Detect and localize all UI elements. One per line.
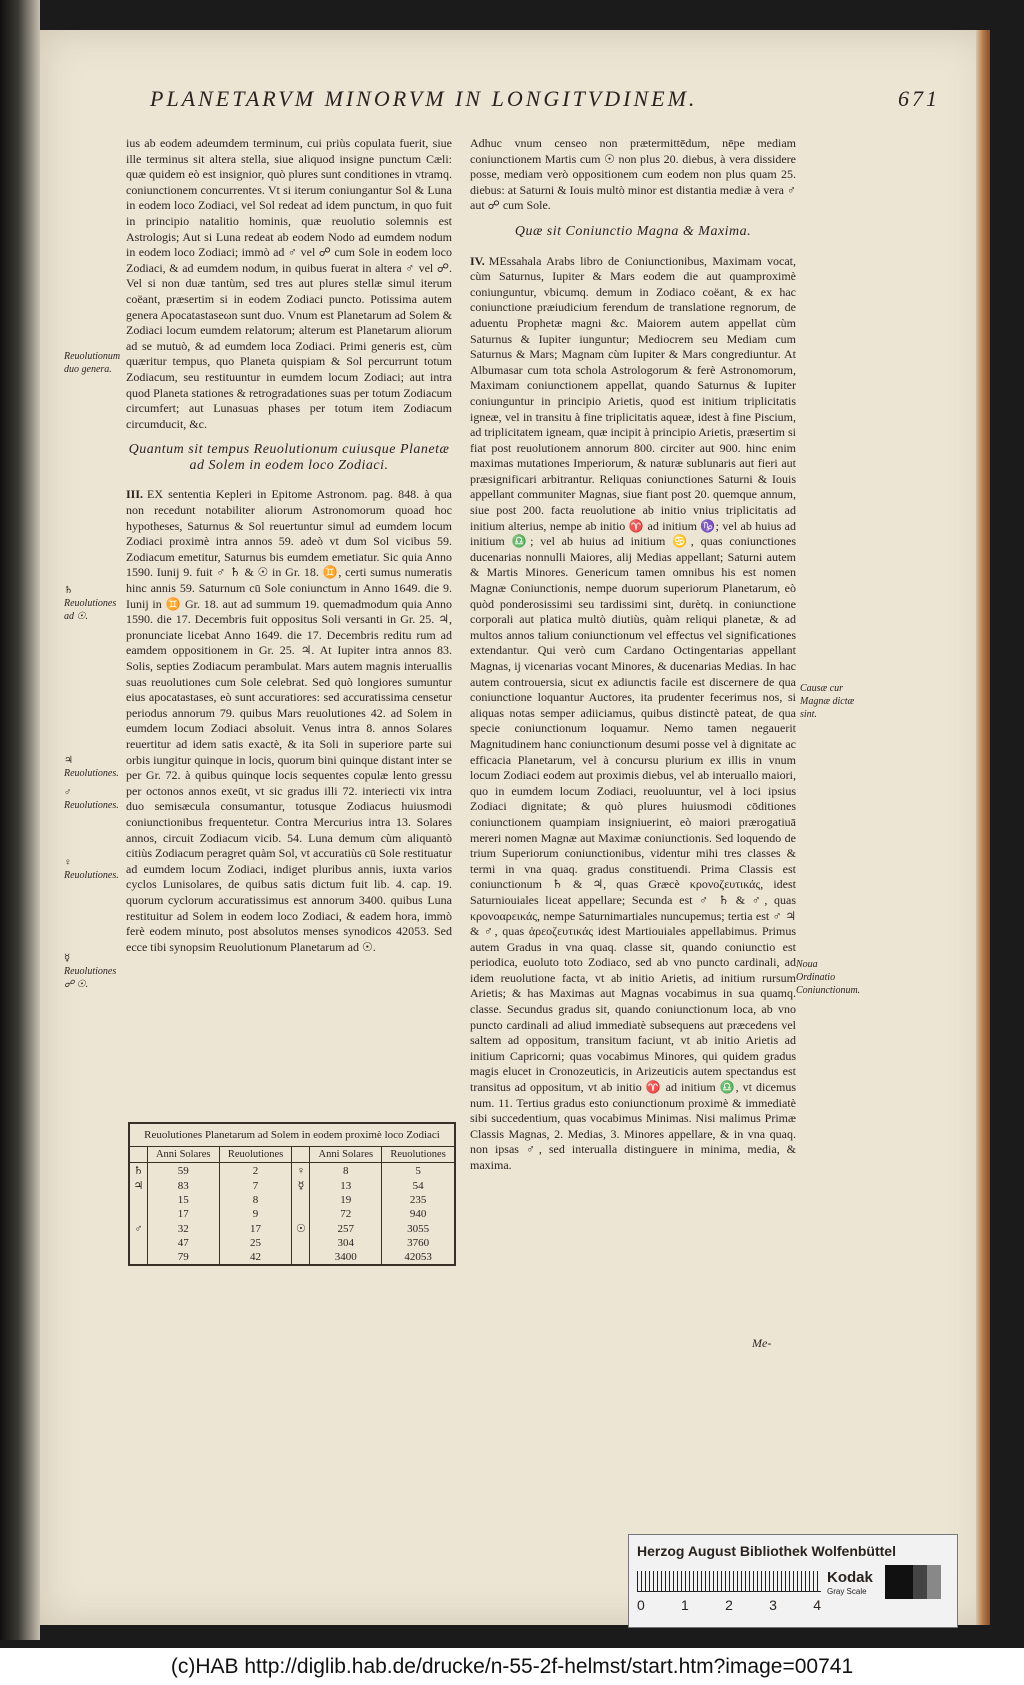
header-title: PLANETARVM MINORVM IN LONGITVDINEM. <box>150 86 698 111</box>
margin-note-3: ♃ Reuolutiones. <box>64 755 119 779</box>
table-cell: 13 <box>310 1178 382 1193</box>
ruler-number: 4 <box>813 1597 821 1613</box>
table-cell: ♃ <box>133 1180 144 1192</box>
table-cell: 304 <box>310 1236 382 1250</box>
section-3-text: EX sententia Kepleri in Epitome Astronom. pag. 848. à qua non recedunt notabiliter aliorum Astronomorum quoad hoc hypotheses, Saturnus & Sol reuertuntur simul ad eumdem locum Zodiaci proximè intra annos 59. adeò vt dum Sol vicibus 59. Zodiacum emetitur, Saturnus bis eumdem emetiatur. Sic quia Anno 1590. Iunij 9. fuit ♂ ♄ & ☉ in Gr. 18. ♊, certi sumus numeratis hinc annis 59. Saturnum cū Sole coniunctum in Anno 1649. die 9. Iunij in ♊ Gr. 18. aut ad summum 19. quemadmodum quia Anno 1590. die 17. Decembris fuit oppositus Soli versanti in Gr. 25. ♃, pronunciate licebat Anno 1649. die 17. Decembris reditu rum ad eamdem oppositionem in Gr. 25. ♃. At Iupiter intra annos 83. Solis, septies Zodiacum perambulat. Mars autem magnis interuallis suas reuolutiones cum Sole celebrat. Sed quò longiores sumuntur eius apocatastases, eò sunt accuratiores: sed accuratissima censetur periodus annorum 79. quibus Mars reuolutiones 42. ad Solem in eumdem locum Zodiaci absoluit. Venus intra 8. annos Solares reuertitur ad idem satis exactè, & ita Soli in superiore parte sui orbis iungitur quinque in locis, quorum bini quinque distant inter se per Gr. 72. à quibus quinque locis sequentes copulæ lento gressu per octonos annos exeūt, vt sic gradus illi 72. interiecti vix intra duo semisæcula consumantur, totusque Zodiacus huiusmodi coniunctionibus frequentetur. Contra Mercurius intra 13. Solares annos, circuit Zodiacum vicib. 54. Luna demum cùm aliquantò citiùs Zodiacum peragret quàm Sol, vt accuratiùs cū Sole restituatur ad eumdem locum Zodiaci, indiget pluribus annis, iuxta varios cyclos Lunisolares, de quibus satis dictum fuit lib. 4. cap. 19. quorum cyclorum accuratissimus est annorum 3400. quibus Luna restituitur ad Solem in eodem loco Zodiaci, & eadem hora, immò ferè eodem minuto, post absolutos menses synodicos 42053. Sed ecce tibi synopsim Reuolutionum Planetarum ad ☉. <box>126 487 452 954</box>
table-cell <box>292 1236 310 1250</box>
table-cell: 8 <box>219 1193 292 1207</box>
table-header-blank <box>292 1147 310 1163</box>
section-4-text: MEssahala Arabs libro de Coniunctionibus, Maximam vocat, cùm Saturnus, Iupiter & Mars eodem die aut quamproximè coniunguntur, vbicumq. demum in Zodiaco coëant, & ex hac coniunctione præiudicium ferendum de translatione regnorum, de aduentu Prophetæ magni &c. Maiorem autem appellat cùm Saturnus & Iupiter iunguntur; Mediocrem seu Mediam cum Saturnus & Mars; Magnam cùm Iupiter & Mars congrediuntur. At Albumasar cum tota schola Astrologorum & ferè Astronomorum, Maximam coniunctionem appellat, quando Saturnus & Iupiter coniunguntur in principio Arietis, quod est initium triplicitatis igneæ, vel in transitu à fine triplicitatis aqueæ, idest à fine Piscium, ad triplicitatem igneam, quæ incipit à principio Arietis, præsertim si fiat post reuolutionem annorum 800. circiter aut 900. hinc enim maximas mutationes Imperiorum, & naturæ sublunaris aut fieri aut præsignificari arbitrantur. Reliquas coniunctiones Saturni & Iouis appellant communiter Magnas, siue fiant post 20. quemque annum, siue post 200. facta reuolutione ab initio vnius triplicitatis ad initium alterius, nempe ab initio ♈ ad initium ♑; vel ab huius ad initium ♎; vel ab huius ad initium ♋, quas coniunctiones ducenarias nonnulli Maiores, alij Medias appellant; Saturni autem & Martis Minores. Genericum tamen omnibus his est nomen Magnæ Coniunctionis, nempe duorum superiorum Planetarum, eò quòd ponderosissimi seu tardissimi sint, durètq. in coniunctione corporali aut platica multò diutiùs, quàm reliqui planetæ, & ad multos annos talium coniunctionum vel effectus vel significationes extendantur. Qui verò cum Cardano Octingentarias appellant Magnas, ij vicenarias vocant Minores, & ducenarias Medias. In hac autem controuersia, sicut ex adiunctis facile est discernere de qua coniunctione loquantur Auctores, ita prudenter fecerimus nos, si aliquas notas semper adiiciamus, quibus distinctè pateat, de qua specie coniunctionum loquamur. Nemo tamen negauerit Magnitudinem hanc coniunctionum desumi posse vel à dignitate ac efficacia Planetarum, vel à concursu plurium ex illis in vnum locum Zodiaci eodem aut proximis diebus, vel ab interuallo maiori, quo in eumdem locum Zodiaci, reuoluuntur, vel à loci ipsius Zodiaci dignitate; & quò plures huiusmodi cōditiones coniunctionem quampiam insigniuerint, eò maiori prærogatiuā mereri nomen Magnæ aut Maximæ coniunctionis. Sed loquendo de trium Superiorum coniunctionibus, videntur mihi tres classes & termi in vna quaq. gradus constituendi. Prima Classis est coniunctionum ♄ & ♃, quas Græcè κρονοζευτικάς, idest Saturniouiales liceat appellare; Secunda est ♂ ♄ & ♂, quas κρονοαρεικάς, nempe Saturnimartiales nuncupemus; tertia est ♂ ♃ & ♂, quas ἀρεοζευτικάς idest Martiouiales appellabimus. Primus autem Gradus in vna quaq. classe sit, quando coniunctio est periodica, euoluto toto Zodiaco, sed ab vno puncto cardinali, ad idem reuolutione facta, vt ab initio Arietis, ad initium rursum Arietis; & has Maximas aut Magnas vocabimus in sua quamq. classe. Secundus gradus sit, quando coniunctionum loca, ab vno puncto cardinali ad aliud immediatè subsequens aut præcedens vel saltem ad oppositum, transitum faciunt, vt ab initio Arietis ad initium Capricorni; quas vocabimus Minores, qui quidem gradus magis elucet in Cronozeuticis, in Arizeuticis autem spectandus est transitus ad oppositum, vt ab initio ♈ ad initium ♎, vt dicemus num. 11. Tertius gradus esto coniunctionum proximè & immediatè sibi succedentium, quas vocabimus Minimas. Nisi malimus Primæ Classis Magnas, 2. Medias, 3. Minores appellare, & in vna quaq. non ipsas ♂, sed interualla distinguere in minima, media, & maxima. <box>470 253 796 1172</box>
table-cell: 59 <box>147 1163 219 1179</box>
table-cell: 3400 <box>310 1250 382 1264</box>
table-header-years: Anni Solares <box>310 1147 382 1163</box>
book-spine <box>0 0 40 1640</box>
page-number: 671 <box>898 86 940 111</box>
left-paragraph-1: ius ab eodem adeumdem terminum, cui priùs copulata fuerit, siue ille terminus sit altera stella, siue aliquod insigne punctum Cæli: quæ quidem eò est insignior, quò plures sunt conditiones in vtramq. coniunctionem concurrentes. Vt si iterum coniungantur Sol & Luna in eodem loco Zodiaci, vel Sol redeat ad idem punctum, in quo fuit in principio natalitio hominis, quæ reuolutio solemnis est Astrologis; Aut si Luna redeat ab eodem Nodo ad eumdem nodum in eodem loco Zodiaci; immò ad ♂ vel ☍ cum Sole in eodem loco Zodiaci, & ad eumdem nodum, in quibus fuerat in altera ♂ vel ☍. Vel si non duæ tantùm, sed tres aut plures stellæ simul iterum coëant, præsertim si in eodem Zodiaci puncto. Potissima autem genera Apocatastaseωn sunt duo. Vnum est Planetarum ad Solem & Zodiaci locum eumdem relatorum; alterum est Planetarum aliorum ad se mutuò, & ad eumdem loca Zodiaci. Primi generis est, cùm quæritur tempus, quo Planeta quispiam & Sol percurrunt totum Zodiacum, seu restituuntur in eumdem locum Zodiaci; aut intra quod Planeta stationes & retrogradationes suas per totum Zodiacum circumfert; aut Lunasuas phases per totum item Zodiacum circumducit, &c. <box>126 136 452 431</box>
table-cell: 83 <box>147 1178 219 1193</box>
table-grid <box>130 1147 454 1264</box>
margin-note-1: Reuolutionum duo genera. <box>64 351 121 375</box>
section-number-3: III. <box>126 487 144 502</box>
section-heading-3: Quantum sit tempus Reuolutionum cuiusque Planetæ ad Solem in eodem loco Zodiaci. <box>128 442 450 473</box>
table-cell: 940 <box>382 1207 454 1221</box>
ruler-number: 3 <box>769 1597 777 1613</box>
table-cell <box>130 1236 147 1250</box>
table-cell <box>292 1250 310 1264</box>
table-header-blank <box>130 1147 147 1163</box>
page-edge <box>976 30 990 1625</box>
ruler-number: 2 <box>725 1597 733 1613</box>
table-cell: 17 <box>147 1207 219 1221</box>
table-cell: 42 <box>219 1250 292 1264</box>
table-cell: 257 <box>310 1221 382 1236</box>
right-paragraph-1: Adhuc vnum censeo non prætermittēdum, nēpe mediam coniunctionem Martis cum ☉ non plus 20. diebus, à vera dissidere posse, mediam verò oppositionem cum eodem non plus quam 25. diebus: at Saturni & Iouis multò minor est distantia mediæ à vera ♂ aut ☍ cum Sole. <box>470 136 796 213</box>
table-cell: 79 <box>147 1250 219 1264</box>
table-cell: 32 <box>147 1221 219 1236</box>
table-row <box>130 1250 454 1264</box>
kodak-logo: Kodak <box>827 1569 873 1586</box>
table-row <box>130 1178 454 1193</box>
table-cell: 19 <box>310 1193 382 1207</box>
table-cell: 25 <box>219 1236 292 1250</box>
table-cell: 17 <box>219 1221 292 1236</box>
gray-scale-label: Gray Scale <box>827 1587 867 1596</box>
table-cell: 54 <box>382 1178 454 1193</box>
table-header-revolutions: Reuolutiones <box>382 1147 454 1163</box>
table-header-revolutions: Reuolutiones <box>219 1147 292 1163</box>
library-name: Herzog August Bibliothek Wolfenbüttel <box>637 1543 896 1559</box>
catchword: Me- <box>752 1336 772 1350</box>
table-cell: 3760 <box>382 1236 454 1250</box>
table-cell: 15 <box>147 1193 219 1207</box>
table-cell: 2 <box>219 1163 292 1179</box>
table-cell: 5 <box>382 1163 454 1179</box>
library-color-target <box>628 1534 958 1628</box>
table-cell: 9 <box>219 1207 292 1221</box>
table-caption: Reuolutiones Planetarum ad Solem in eodem proximè loco Zodiaci <box>130 1124 454 1147</box>
table-row <box>130 1236 454 1250</box>
gray-scale-patch <box>885 1565 941 1599</box>
table-cell: 42053 <box>382 1250 454 1264</box>
table-cell: ☿ <box>292 1178 310 1193</box>
table-row <box>130 1207 454 1221</box>
table-cell: ♀ <box>292 1163 310 1179</box>
left-paragraph-2 <box>126 487 452 955</box>
table-cell <box>130 1250 147 1264</box>
table-cell: 7 <box>219 1178 292 1193</box>
table-row <box>130 1193 454 1207</box>
table-cell <box>130 1207 147 1221</box>
footer-url: (c)HAB http://diglib.hab.de/drucke/n-55-2f-helmst/start.htm?image=00741 <box>0 1648 1024 1685</box>
margin-note-2: ♄ Reuolutiones ad ☉. <box>64 585 117 622</box>
table-cell: 235 <box>382 1193 454 1207</box>
margin-note-4: ♂ Reuolutiones. <box>64 787 119 811</box>
table-cell: 72 <box>310 1207 382 1221</box>
table-header-years: Anni Solares <box>147 1147 219 1163</box>
ruler-number: 1 <box>681 1597 689 1613</box>
running-header <box>150 86 940 112</box>
table-cell: ♂ <box>134 1222 143 1235</box>
table-row <box>130 1163 454 1179</box>
section-number-4: IV. <box>470 253 485 268</box>
margin-note-8: Noua Ordinatio Coniunctionum. <box>796 959 861 996</box>
table-row <box>130 1221 454 1236</box>
scale-ruler <box>637 1571 821 1592</box>
margin-note-7: Causæ cur Magnæ dictæ sint. <box>800 683 855 720</box>
table-cell: 3055 <box>382 1221 454 1236</box>
table-cell: ♄ <box>133 1165 144 1177</box>
right-column <box>470 136 796 1182</box>
left-column <box>126 136 452 963</box>
margin-note-5: ♀ Reuolutiones. <box>64 857 119 881</box>
table-cell <box>130 1193 147 1207</box>
margin-note-6: ☿ Reuolutiones ☍ ☉. <box>64 953 117 990</box>
ruler-number: 0 <box>637 1597 645 1613</box>
right-paragraph-2 <box>470 254 796 1174</box>
section-heading-4: Quæ sit Coniunctio Magna & Maxima. <box>514 223 752 239</box>
revolutions-table <box>128 1122 456 1266</box>
table-cell: ☉ <box>292 1221 310 1236</box>
table-cell: 8 <box>310 1163 382 1179</box>
table-cell: 47 <box>147 1236 219 1250</box>
table-cell <box>292 1193 310 1207</box>
table-cell <box>292 1207 310 1221</box>
ruler-numbers <box>637 1597 821 1613</box>
